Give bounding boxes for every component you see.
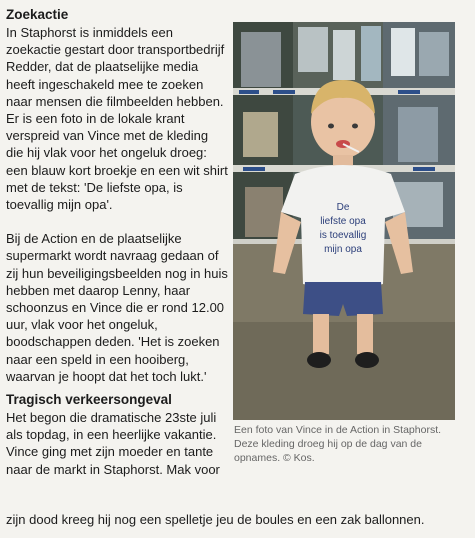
paragraph: In Staphorst is inmiddels een zoekactie gestart door transportbedrijf Redder, dat de plaatselijke media heeft ingeschakeld mee te zoeken naar mensen die filmbeelden hebben. Er is een foto in de lokale krant verspreid van Vince met de kleding die hij vlak voor het ongeluk droeg: een blauw kort broekje en een wit shirt met de tekst: 'De liefste opa, is toevallig mijn opa'. bbox=[6, 25, 228, 213]
article-left-column bbox=[6, 6, 228, 478]
shirt-text-line: De bbox=[336, 202, 350, 213]
paragraph-continuation: zijn dood kreeg hij nog een spelletje jeu de boules en een zak ballonnen. bbox=[6, 512, 425, 527]
section-heading: Tragisch verkeersongeval bbox=[6, 392, 172, 408]
shirt-text-line: is toevallig bbox=[319, 230, 367, 241]
section-heading: Zoekactie bbox=[6, 7, 69, 22]
photo-caption: Een foto van Vince in de Action in Staphorst. Deze kleding droeg hij op de dag van de opnames. © Kos. bbox=[234, 424, 442, 464]
article-photo bbox=[233, 22, 455, 420]
paragraph: Het begon die dramatische 23ste juli als topdag, in een heerlijke vakantie. Vince ging met zijn moeder en tante naar de markt in Staphorst. Mak voor bbox=[6, 410, 220, 477]
paragraph: Bij de Action en de plaatselijke supermarkt wordt navraag gedaan of zij hun beveiligingsbeelden nog in huis hebben met daarop Lenny, haar schoonzus en Vince die er rond 12.00 uur, vlak voor het ongeluk, boodschappen deden. 'Het is zoeken naar een speld in een hooiberg, waarvan je hoopt dat het toch lukt.' bbox=[6, 231, 228, 384]
shirt-text-line: liefste opa bbox=[320, 216, 366, 227]
shirt-text-line: mijn opa bbox=[324, 244, 362, 255]
